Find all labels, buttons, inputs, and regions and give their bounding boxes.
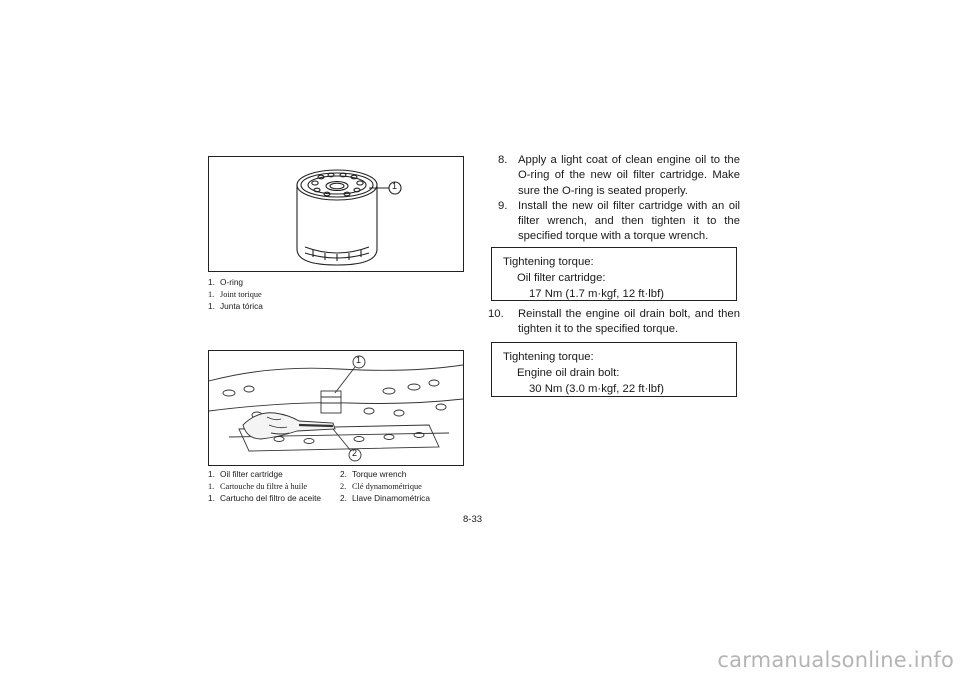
oil-filter-drawing: [209, 157, 463, 271]
torque-spec-drain-bolt: [491, 342, 737, 397]
callout-2: 2: [352, 448, 358, 458]
callout-1: 1: [392, 181, 398, 191]
torque-wrench-illustration: [208, 350, 464, 466]
step-text: Apply a light coat of clean engine oil to the O-ring of the new oil filter cartridge. Make sure the O-ring is seated properly.: [518, 154, 740, 197]
step-10: 10. Reinstall the engine oil drain bolt, and then tighten it to the specified torque.: [488, 308, 740, 336]
step-text: Reinstall the engine oil drain bolt, and then tighten it to the specified torque.: [518, 308, 740, 336]
oil-filter-illustration: [208, 156, 464, 272]
torque-value: 30 Nm (3.0 m·kgf, 22 ft·lbf): [529, 383, 664, 395]
torque-item: Oil filter cartridge:: [517, 272, 606, 284]
step-text: Install the new oil filter cartridge with an oil filter wrench, and then tighten it to the specified torque with a torque wrench.: [518, 199, 740, 243]
procedure-steps-cont: [488, 307, 740, 338]
torque-heading: Tightening torque:: [503, 256, 594, 268]
torque-value: 17 Nm (1.7 m·kgf, 12 ft·lbf): [529, 288, 664, 300]
caption-row-es: 1. Junta tórica: [208, 301, 263, 311]
underside-drawing: [209, 351, 463, 465]
procedure-steps: [498, 153, 740, 245]
figure1-caption: [208, 277, 263, 313]
callout-1: 1: [356, 355, 362, 365]
caption-row-fr: 1. Joint torique: [208, 290, 262, 299]
page-number: 8-33: [463, 514, 483, 525]
watermark: carmanualsonline.info: [717, 648, 954, 672]
caption-row-en: 1. O-ring: [208, 277, 244, 287]
caption-row-en: 1. Oil filter cartridge 2. Torque wrench: [208, 469, 407, 479]
step-9: 9. Install the new oil filter cartridge with an oil filter wrench, and then tighten it to the specified torque with a torque wrench.: [498, 199, 740, 243]
torque-heading: Tightening torque:: [503, 351, 594, 363]
torque-spec-oil-filter: [491, 247, 737, 301]
figure2-caption: [208, 469, 430, 505]
torque-item: Engine oil drain bolt:: [517, 367, 620, 379]
caption-row-es: 1. Cartucho del filtro de aceite 2. Llave Dinamométrica: [208, 493, 430, 503]
step-8: 8. Apply a light coat of clean engine oil to the O-ring of the new oil filter cartridge. Make sure the O-ring is seated properly.: [498, 154, 740, 197]
caption-row-fr: 1. Cartouche du filtre à huile 2. Clé dynamométrique: [208, 482, 422, 491]
